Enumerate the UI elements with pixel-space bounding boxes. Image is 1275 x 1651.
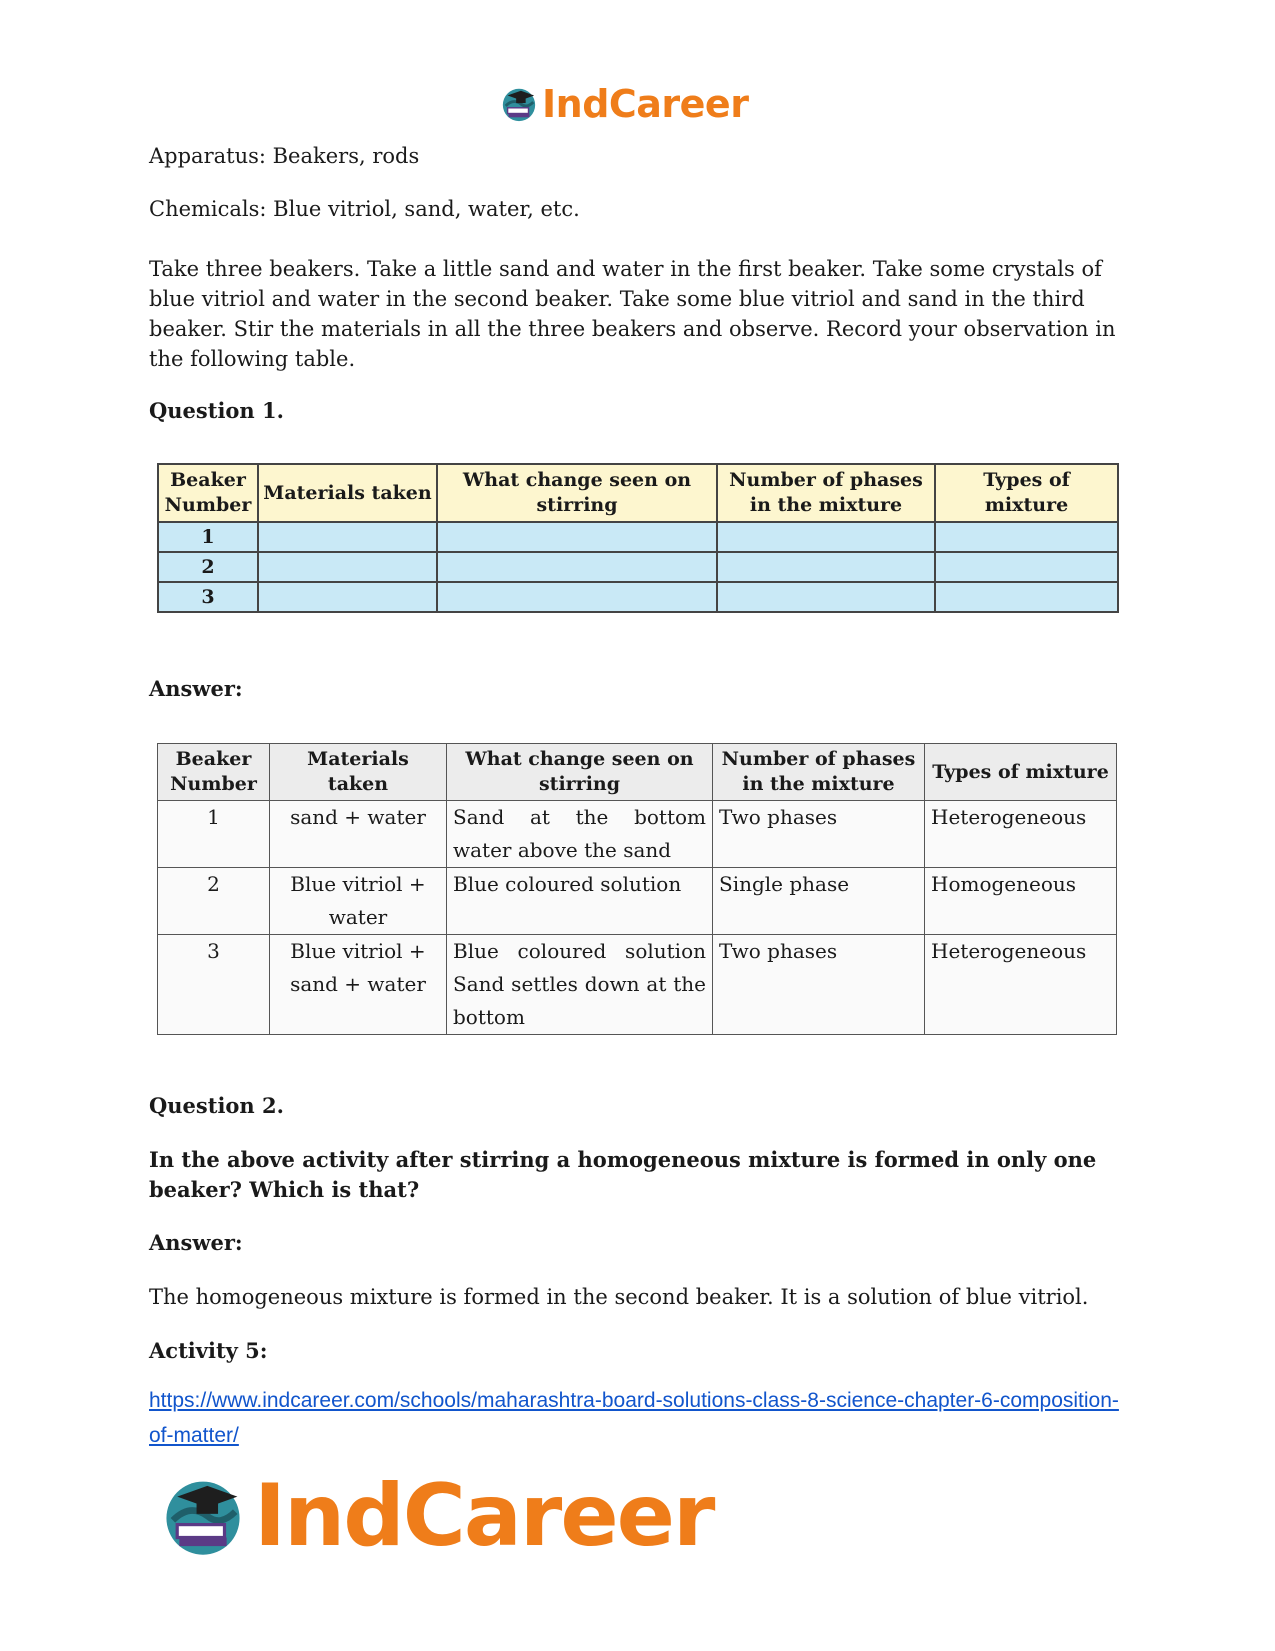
empty-cell xyxy=(717,582,935,612)
chemicals-line: Chemicals: Blue vitriol, sand, water, etc. xyxy=(149,197,580,221)
empty-cell xyxy=(935,522,1118,552)
phases-cell: Two phases xyxy=(713,935,925,1035)
change-cell: Sand at the bottom water above the sand xyxy=(447,801,713,868)
header-beaker-number: Beaker Number xyxy=(158,744,270,801)
materials-cell: Blue vitriol + water xyxy=(270,868,447,935)
logo-text: IndCareer xyxy=(542,82,749,126)
empty-cell xyxy=(437,582,717,612)
empty-cell xyxy=(437,522,717,552)
table-header-row xyxy=(158,744,1117,801)
apparatus-line: Apparatus: Beakers, rods xyxy=(149,144,420,168)
header-types-of-mixture: Types of mixture xyxy=(935,464,1118,522)
phases-cell: Two phases xyxy=(713,801,925,868)
header-logo xyxy=(500,82,748,126)
empty-cell xyxy=(717,552,935,582)
table-row xyxy=(158,801,1117,868)
question-2-text: In the above activity after stirring a homogeneous mixture is formed in only one beaker? Which is that? xyxy=(149,1147,1097,1202)
logo-text: IndCareer xyxy=(254,1466,714,1566)
empty-cell xyxy=(935,552,1118,582)
beaker-number-cell: 3 xyxy=(158,935,270,1035)
mixture-type-cell: Heterogeneous xyxy=(925,801,1117,868)
table-row xyxy=(158,522,1118,552)
graduation-cap-globe-icon xyxy=(160,1473,246,1559)
beaker-number-cell: 2 xyxy=(158,552,258,582)
answer-2-heading: Answer: xyxy=(149,1230,243,1255)
observation-table-blank xyxy=(157,463,1119,613)
empty-cell xyxy=(717,522,935,552)
header-change-on-stirring: What change seen on stirring xyxy=(447,744,713,801)
footer-logo xyxy=(160,1466,713,1566)
empty-cell xyxy=(258,522,437,552)
observation-table-answer xyxy=(157,743,1117,1035)
question-1-heading: Question 1. xyxy=(149,398,284,423)
table-row xyxy=(158,868,1117,935)
header-beaker-number: Beaker Number xyxy=(158,464,258,522)
header-change-on-stirring: What change seen on stirring xyxy=(437,464,717,522)
header-materials-taken: Materials taken xyxy=(270,744,447,801)
question-2-heading: Question 2. xyxy=(149,1093,284,1118)
materials-cell: Blue vitriol + sand + water xyxy=(270,935,447,1035)
empty-cell xyxy=(258,582,437,612)
mixture-type-cell: Homogeneous xyxy=(925,868,1117,935)
change-cell: Blue coloured solution xyxy=(447,868,713,935)
header-materials-taken: Materials taken xyxy=(258,464,437,522)
empty-cell xyxy=(935,582,1118,612)
source-link[interactable]: https://www.indcareer.com/schools/maharashtra-board-solutions-class-8-science-chapter-6-composition-of-matter/ xyxy=(149,1389,1119,1447)
materials-cell: sand + water xyxy=(270,801,447,868)
change-cell: Blue coloured solution Sand settles down at the bottom xyxy=(447,935,713,1035)
table-row xyxy=(158,552,1118,582)
beaker-number-cell: 1 xyxy=(158,801,270,868)
phases-cell: Single phase xyxy=(713,868,925,935)
header-number-of-phases: Number of phases in the mixture xyxy=(713,744,925,801)
answer-1-heading: Answer: xyxy=(149,676,243,701)
instructions-paragraph: Take three beakers. Take a little sand and water in the first beaker. Take some crystals of blue vitriol and water in the second beaker. Take some blue vitriol and sand in the third beaker. Stir the materials in all the three beakers and observe. Record your observation in the following table. xyxy=(149,257,1116,371)
table-header-row xyxy=(158,464,1118,522)
empty-cell xyxy=(437,552,717,582)
header-types-of-mixture: Types of mixture xyxy=(925,744,1117,801)
beaker-number-cell: 1 xyxy=(158,522,258,552)
header-number-of-phases: Number of phases in the mixture xyxy=(717,464,935,522)
answer-2-text: The homogeneous mixture is formed in the second beaker. It is a solution of blue vitriol. xyxy=(149,1285,1089,1309)
beaker-number-cell: 3 xyxy=(158,582,258,612)
empty-cell xyxy=(258,552,437,582)
graduation-cap-globe-icon xyxy=(500,85,538,123)
mixture-type-cell: Heterogeneous xyxy=(925,935,1117,1035)
activity-5-heading: Activity 5: xyxy=(149,1338,268,1363)
beaker-number-cell: 2 xyxy=(158,868,270,935)
table-row xyxy=(158,582,1118,612)
table-row xyxy=(158,935,1117,1035)
